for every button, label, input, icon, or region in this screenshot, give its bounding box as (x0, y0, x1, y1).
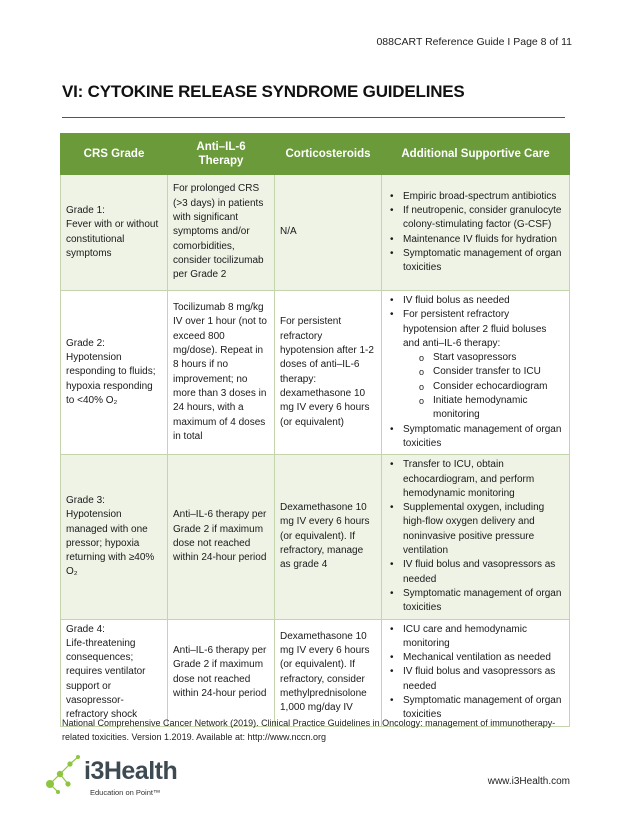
list-item: • Transfer to ICU, obtain echocardiogram, and perform hemodynamic monitoring (387, 458, 564, 501)
header-corticosteroids: Corticosteroids (275, 134, 382, 175)
cell-steroids: Dexamethasone 10 mg IV every 6 hours (or equivalent). If refractory, manage as grade 4 (275, 455, 382, 619)
list-item: • Symptomatic management of organ toxicities (387, 694, 564, 723)
cell-steroids: For persistent refractory hypotension after 1-2 doses of anti–IL-6 therapy: dexamethasone 10 mg IV every 6 hours (or equivalent) (275, 291, 382, 455)
list-item: • ICU care and hemodynamic monitoring (387, 623, 564, 652)
list-item: • Symptomatic management of organ toxicities (387, 247, 564, 276)
list-item: • If neutropenic, consider granulocyte colony-stimulating factor (G-CSF) (387, 204, 564, 233)
list-item: • Symptomatic management of organ toxicities (387, 423, 564, 452)
cell-care (382, 619, 570, 726)
table-row-grade-1 (61, 175, 570, 291)
header-supportive-care: Additional Supportive Care (382, 134, 570, 175)
sub-list-item: o Consider echocardiogram (403, 380, 564, 394)
list-item: • Symptomatic management of organ toxicities (387, 587, 564, 616)
cell-il6: For prolonged CRS (>3 days) in patients with significant symptoms and/or comorbidities, consider tocilizumab per Grade 2 (168, 175, 275, 291)
crs-guidelines-table (60, 133, 570, 727)
cell-care (382, 291, 570, 455)
table-row-grade-2 (61, 291, 570, 455)
list-item: • Mechanical ventilation as needed (387, 651, 564, 665)
table-row-grade-4 (61, 619, 570, 726)
cell-steroids: Dexamethasone 10 mg IV every 6 hours (or equivalent). If refractory, consider methylprednisolone 1,000 mg/day IV (275, 619, 382, 726)
header-anti-il6: Anti–IL-6 Therapy (168, 134, 275, 175)
list-item: • Supplemental oxygen, including high-flow oxygen delivery and noninvasive positive pressure ventilation (387, 501, 564, 558)
footer-url-link[interactable]: www.i3Health.com (487, 776, 570, 787)
logo-tagline: Education on Point™ (90, 788, 161, 797)
header-crs-grade: CRS Grade (61, 134, 168, 175)
table-header-row (61, 134, 570, 175)
cell-il6: Tocilizumab 8 mg/kg IV over 1 hour (not to exceed 800 mg/dose). Repeat in 8 hours if no improvement; no more than 3 doses in 24 hours, with a maximum of 4 doses in total (168, 291, 275, 455)
cell-care (382, 175, 570, 291)
list-item-text: For persistent refractory hypotension after 2 fluid boluses and anti–IL-6 therapy: (403, 309, 547, 349)
sub-list-item: o Start vasopressors (403, 351, 564, 365)
citation-text: National Comprehensive Cancer Network (2019). Clinical Practice Guidelines in Oncology: management of immunotherapy-related toxicities. Version 1.2019. Available at: http://www.nccn.org (62, 718, 556, 742)
cell-il6: Anti–IL-6 therapy per Grade 2 if maximum dose not reached within 24-hour period (168, 455, 275, 619)
cell-care (382, 455, 570, 619)
cell-steroids: N/A (275, 175, 382, 291)
cell-il6: Anti–IL-6 therapy per Grade 2 if maximum dose not reached within 24-hour period (168, 619, 275, 726)
list-item: • IV fluid bolus and vasopressors as needed (387, 558, 564, 587)
cell-grade: Grade 1: Fever with or without constitutional symptoms (61, 175, 168, 291)
title-divider (62, 117, 565, 118)
list-item: • Empiric broad-spectrum antibiotics (387, 190, 564, 204)
list-item (387, 308, 564, 422)
list-item: • IV fluid bolus as needed (387, 294, 564, 308)
table-row-grade-3 (61, 455, 570, 619)
cell-grade: Grade 3: Hypotension managed with one pressor; hypoxia returning with ≥40% O₂ (61, 455, 168, 619)
sub-list-item: o Consider transfer to ICU (403, 365, 564, 379)
section-title: VI: CYTOKINE RELEASE SYNDROME GUIDELINES (62, 82, 465, 101)
page-reference: 088CART Reference Guide I Page 8 of 11 (376, 36, 572, 48)
cell-grade: Grade 2: Hypotension responding to fluids; hypoxia responding to <40% O₂ (61, 291, 168, 455)
logo-wordmark: i3Health (84, 757, 178, 785)
list-item: • Maintenance IV fluids for hydration (387, 233, 564, 247)
list-item: • IV fluid bolus and vasopressors as needed (387, 665, 564, 694)
sub-list-item: o Initiate hemodynamic monitoring (403, 394, 564, 423)
cell-grade: Grade 4: Life-threatening consequences; requires ventilator support or vasopressor-refractory shock (61, 619, 168, 726)
